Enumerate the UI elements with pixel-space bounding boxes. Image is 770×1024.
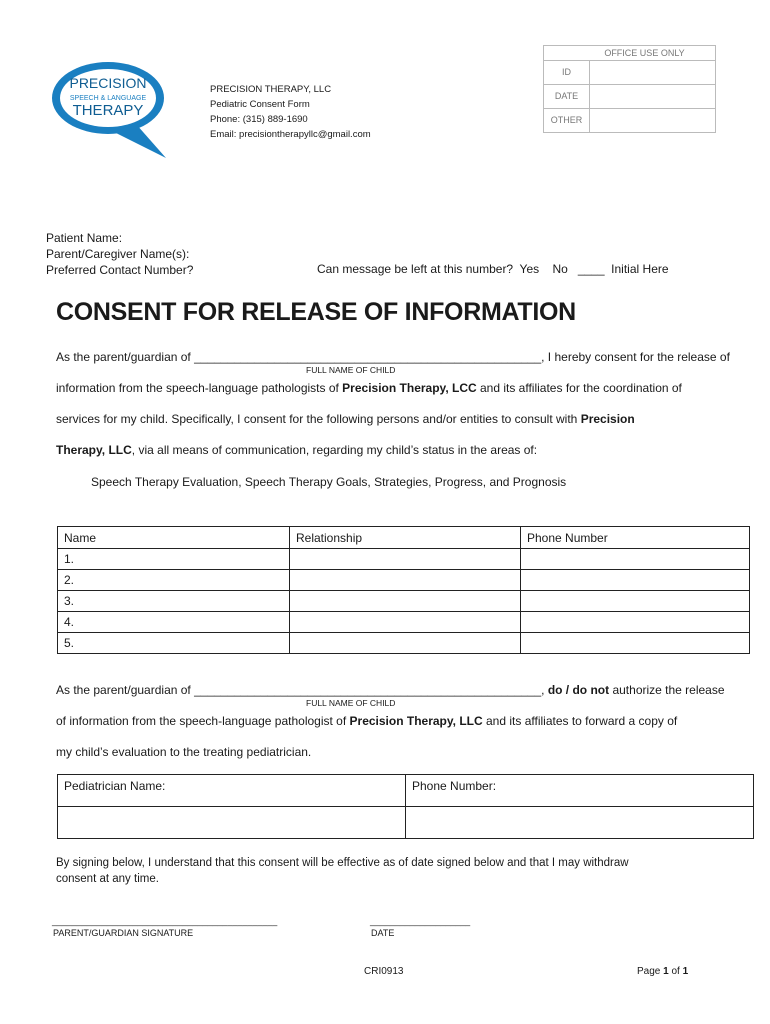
pediatrician-phone-label: Phone Number: [406, 775, 754, 807]
form-code: CRI0913 [364, 966, 404, 977]
table-row[interactable]: 5. [58, 633, 290, 654]
s2-line3: my child’s evaluation to the treating pediatrician. [56, 745, 312, 759]
col-relationship-header: Relationship [290, 527, 521, 549]
message-question[interactable]: Can message be left at this number? Yes No ____ Initial Here [317, 262, 669, 276]
pediatrician-name-field[interactable] [58, 807, 406, 839]
patient-info [46, 230, 193, 278]
company-info [210, 82, 371, 142]
logo-line2: SPEECH & LANGUAGE [69, 95, 147, 102]
s1-line1: As the parent/guardian of ____________________________________________________, I hereby consent for the release of [56, 350, 730, 364]
logo-line1: PRECISION [69, 75, 147, 91]
table-row[interactable]: 4. [58, 612, 290, 633]
statement-line1: By signing below, I understand that this consent will be effective as of date signed below and that I may withdraw [56, 857, 629, 869]
office-other-field[interactable] [590, 109, 715, 132]
page-title: CONSENT FOR RELEASE OF INFORMATION [56, 298, 576, 326]
table-row[interactable]: 2. [58, 570, 290, 591]
table-row[interactable]: 3. [58, 591, 290, 612]
relationship-cell[interactable] [290, 612, 521, 633]
logo-line3: THERAPY [72, 102, 144, 119]
logo [48, 58, 170, 162]
pediatrician-phone-field[interactable] [406, 807, 754, 839]
s2-line1: As the parent/guardian of ____________________________________________________, do / do not authorize the release [56, 683, 725, 697]
office-use-header: OFFICE USE ONLY [544, 46, 715, 61]
form-name: Pediatric Consent Form [210, 99, 310, 110]
phone-cell[interactable] [521, 633, 750, 654]
signature-label: PARENT/GUARDIAN SIGNATURE [53, 928, 194, 938]
patient-name-label[interactable]: Patient Name: [46, 231, 123, 245]
relationship-cell[interactable] [290, 570, 521, 591]
company-name: PRECISION THERAPY, LLC [210, 84, 332, 95]
phone-cell[interactable] [521, 591, 750, 612]
col-phone-header: Phone Number [521, 527, 750, 549]
relationship-cell[interactable] [290, 549, 521, 570]
phone-cell[interactable] [521, 549, 750, 570]
contact-number-label[interactable]: Preferred Contact Number? [46, 263, 194, 277]
contacts-table [57, 526, 750, 654]
office-other-label: OTHER [544, 109, 590, 132]
office-date-label: DATE [544, 85, 590, 108]
office-id-label: ID [544, 61, 590, 84]
office-date-field[interactable] [590, 85, 715, 108]
s1-child-caption: FULL NAME OF CHILD [306, 365, 396, 375]
pediatrician-name-label: Pediatrician Name: [58, 775, 406, 807]
date-line[interactable]: ____________________ [370, 916, 471, 926]
parent-name-label[interactable]: Parent/Caregiver Name(s): [46, 247, 190, 261]
s1-line2: information from the speech-language pathologists of Precision Therapy, LCC and its affiliates for the coordination of [56, 381, 682, 395]
s1-line4: Therapy, LLC, via all means of communication, regarding my child’s status in the areas of: [56, 443, 538, 457]
s1-line3: services for my child. Specifically, I consent for the following persons and/or entities to consult with Precision [56, 412, 635, 426]
s2-child-caption: FULL NAME OF CHILD [306, 698, 396, 708]
statement-line2: consent at any time. [56, 873, 159, 885]
date-label: DATE [371, 928, 395, 938]
signature-line[interactable]: _____________________________________________ [52, 916, 278, 926]
phone-cell[interactable] [521, 612, 750, 633]
company-phone: Phone: (315) 889-1690 [210, 114, 308, 125]
pediatrician-table [57, 774, 754, 839]
relationship-cell[interactable] [290, 633, 521, 654]
col-name-header: Name [58, 527, 290, 549]
company-email: Email: precisiontherapyllc@gmail.com [210, 129, 371, 140]
phone-cell[interactable] [521, 570, 750, 591]
office-id-field[interactable] [590, 61, 715, 84]
table-row[interactable]: 1. [58, 549, 290, 570]
office-use-box [543, 45, 716, 133]
page-number: Page 1 of 1 [637, 966, 689, 977]
relationship-cell[interactable] [290, 591, 521, 612]
s1-areas: Speech Therapy Evaluation, Speech Therapy Goals, Strategies, Progress, and Prognosis [91, 475, 567, 489]
s2-line2: of information from the speech-language pathologist of Precision Therapy, LLC and its affiliates to forward a copy of [56, 714, 678, 728]
